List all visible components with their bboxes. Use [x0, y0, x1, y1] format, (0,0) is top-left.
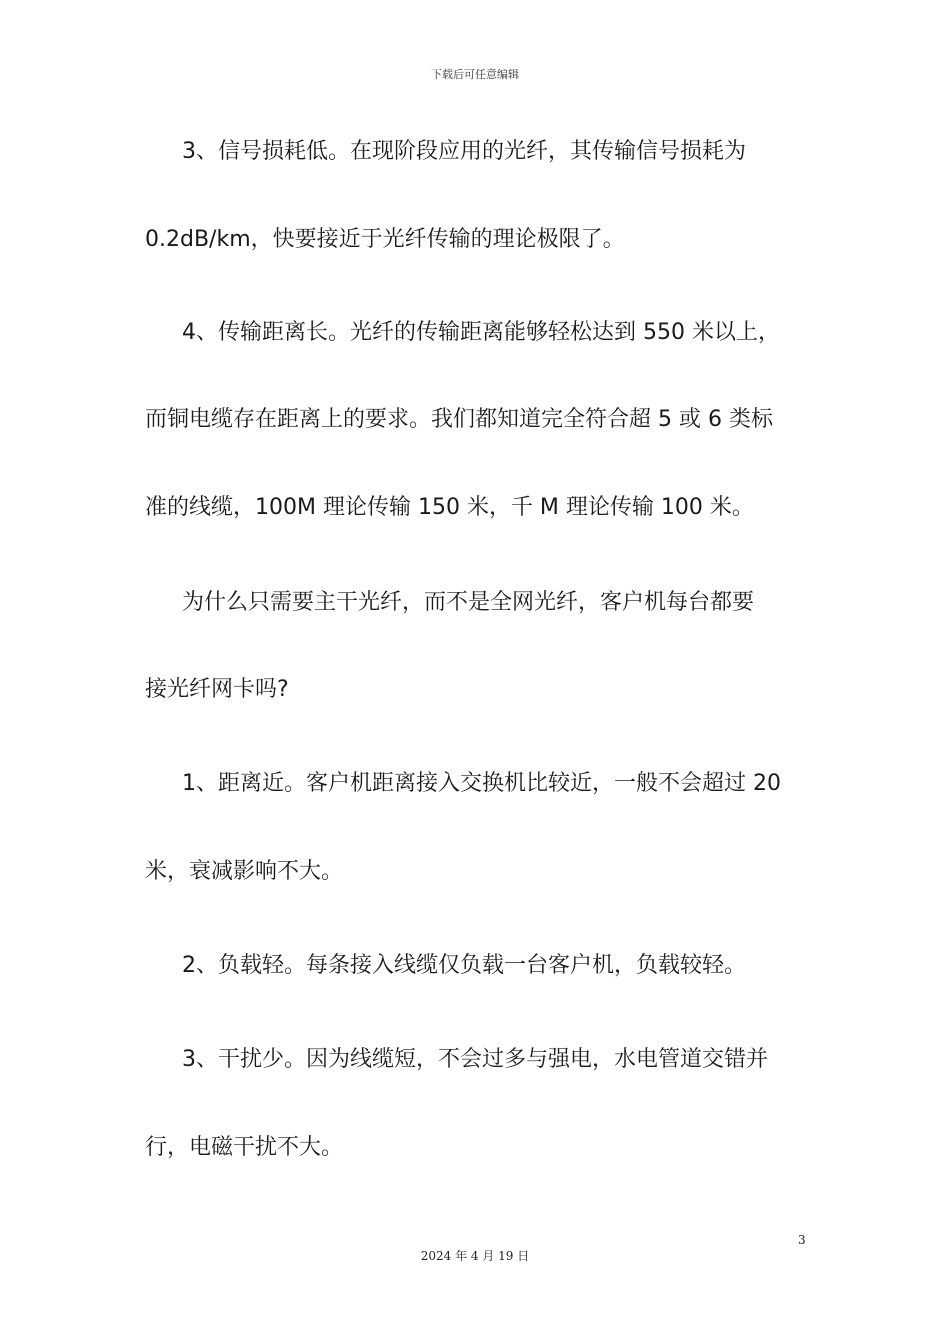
paragraph-line: 而铜电缆存在距离上的要求。我们都知道完全符合超 5 或 6 类标 — [145, 407, 773, 432]
paragraph-line: 2、负载轻。每条接入线缆仅负载一台客户机，负载较轻。 — [182, 953, 746, 978]
page-header-note: 下载后可任意编辑 — [431, 68, 519, 81]
paragraph-line: 3、信号损耗低。在现阶段应用的光纤，其传输信号损耗为 — [182, 139, 746, 164]
paragraph-line: 1、距离近。客户机距离接入交换机比较近，一般不会超过 20 — [182, 771, 781, 796]
paragraph-line: 4、传输距离长。光纤的传输距离能够轻松达到 550 米以上， — [182, 320, 780, 345]
paragraph-line: 3、干扰少。因为线缆短，不会过多与强电，水电管道交错并 — [182, 1047, 768, 1072]
page-number: 3 — [798, 1233, 806, 1247]
paragraph-line: 接光纤网卡吗? — [145, 677, 289, 702]
paragraph-line: 行，电磁干扰不大。 — [145, 1135, 344, 1160]
paragraph-line: 米，衰减影响不大。 — [145, 859, 344, 884]
paragraph-line: 0.2dB/km，快要接近于光纤传输的理论极限了。 — [145, 227, 625, 252]
paragraph-line: 准的线缆，100M 理论传输 150 米，千 M 理论传输 100 米。 — [145, 495, 754, 520]
footer-date: 2024 年 4 月 19 日 — [420, 1249, 530, 1263]
paragraph-line: 为什么只需要主干光纤，而不是全网光纤，客户机每台都要 — [182, 590, 755, 615]
